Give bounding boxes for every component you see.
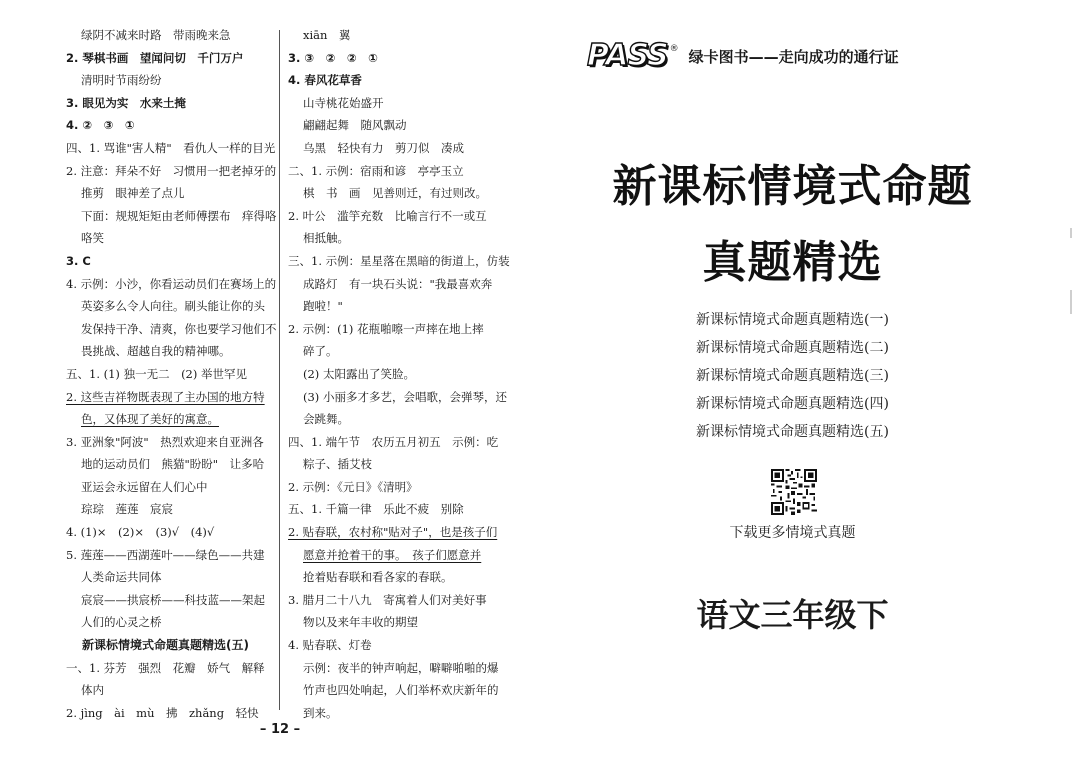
contents-item: 新课标情境式命题真题精选(二) (696, 340, 889, 356)
answer-line: 英姿多么令人向往。刷头能让你的头 (81, 299, 265, 314)
brand-header (587, 38, 899, 74)
answer-line: 3. 眼见为实 水来土掩 (66, 95, 186, 110)
underlined-text: 愿意并抢着干的事。 孩子们愿意并 (303, 547, 482, 562)
page-number: – 12 – (259, 722, 301, 737)
answer-line: 成路灯 有一块石头说："我最喜欢奔 (303, 276, 493, 291)
right-page-cover (540, 0, 1080, 763)
answer-line: 四、1. 骂谁"害人精" 看仇人一样的目光 (66, 140, 276, 155)
answer-line: 五、1. 千篇一律 乐此不疲 别除 (288, 502, 464, 517)
answer-line: 三、1. 示例：星星落在黑暗的街道上，仿装 (288, 253, 510, 268)
scan-edge-mark (1070, 290, 1072, 314)
answer-line: 4. ② ③ ① (66, 118, 135, 133)
answer-line: 棋 书 画 见善则迁，有过则改。 (303, 186, 487, 201)
answer-line: 4. 示例：小沙，你看运动员们在赛场上的 (66, 276, 277, 291)
answer-column-right (288, 24, 518, 724)
answer-line: 2. jìng ài mù 拂 zhǎng 轻快 (66, 705, 259, 720)
answer-line: 碎了。 (303, 344, 338, 359)
answer-line: 亚运会永远留在人们心中 (81, 479, 208, 494)
answer-line: 5. 莲莲——西湖莲叶——绿色——共建 (66, 547, 265, 562)
answer-line: (3) 小丽多才多艺，会唱歌，会弹琴，还 (303, 389, 507, 404)
answer-line: 2. 注意：拜朵不好 习惯用一把老掉牙的 (66, 163, 277, 178)
answer-line: 四、1. 端午节 农历五月初五 示例：吃 (288, 434, 499, 449)
brand-slogan: 绿卡图书——走向成功的通行证 (688, 47, 899, 66)
contents-list (540, 306, 1045, 446)
answer-line: 竹声也四处响起，人们举杯欢庆新年的 (303, 683, 499, 698)
answer-line: 二、1. 示例：宿雨和谚 亭亭玉立 (288, 163, 464, 178)
underlined-text: 2. 贴春联，农村称"贴对子"，也是孩子们 (288, 525, 498, 540)
answer-line: 畏挑战、超越自我的精神哪。 (81, 344, 231, 359)
registered-mark: ® (669, 44, 679, 54)
answer-line: 到来。 (303, 705, 338, 720)
answer-line: 五、1. (1) 独一无二 (2) 举世罕见 (66, 366, 248, 381)
answer-line: 乌黑 轻快有力 剪刀似 凑成 (303, 140, 464, 155)
answer-line: 人类命运共同体 (81, 570, 162, 585)
answer-line: 会跳舞。 (303, 412, 349, 427)
column-divider (279, 30, 280, 710)
answer-line: 宸宸——拱宸桥——科技蓝——架起 (81, 592, 265, 607)
answer-line: 2. 琴棋书画 望闻问切 千门万户 (66, 50, 244, 65)
answer-line: 3. C (66, 253, 91, 268)
answer-line: 地的运动员们 熊猫"盼盼" 让多哈 (81, 457, 265, 472)
answer-line: 示例：夜半的钟声响起，噼噼啪啪的爆 (303, 660, 499, 675)
answer-line: 人们的心灵之桥 (81, 615, 162, 630)
answer-line-underlined (66, 386, 276, 409)
answer-line: 绿阴不减来时路 带雨晚来急 (81, 28, 231, 42)
answer-line: 推剪 眼神差了点儿 (81, 186, 185, 201)
answer-line: 咯笑 (81, 231, 104, 246)
contents-item: 新课标情境式命题真题精选(一) (696, 312, 889, 328)
answer-line: 下面：规规矩矩由老师傅摆布 痒得咯 (81, 208, 277, 223)
answer-line: 山寺桃花始盛开 (303, 95, 384, 110)
contents-item: 新课标情境式命题真题精选(四) (696, 396, 889, 412)
answer-line: 3. ③ ② ② ① (288, 50, 378, 65)
cover-title-line2: 真题精选 (702, 237, 883, 288)
answer-line: 体内 (81, 683, 104, 698)
subject-grade-title: 语文三年级下 (696, 596, 889, 634)
answer-line: 4. 贴春联、灯卷 (288, 638, 372, 653)
answer-line-underlined (288, 544, 518, 567)
answer-line-underlined (66, 408, 276, 431)
qr-code-icon[interactable] (771, 469, 817, 515)
pass-logo: PASS (587, 38, 668, 73)
answer-line: 翩翩起舞 随风飘动 (303, 118, 407, 133)
contents-item: 新课标情境式命题真题精选(三) (696, 368, 889, 384)
cover-title-line1: 新课标情境式命题 (612, 161, 973, 212)
answer-column-left (66, 24, 276, 724)
scan-edge-mark (1070, 228, 1072, 238)
answer-line: 4. (1)× (2)× (3)√ (4)√ (66, 525, 215, 540)
answer-line-underlined (288, 521, 518, 544)
qr-caption: 下载更多情境式真题 (729, 525, 856, 541)
answer-line: 4. 春风花草香 (288, 73, 362, 88)
section-heading: 新课标情境式命题真题精选(五) (82, 638, 249, 653)
answer-line: 一、1. 芬芳 强烈 花瓣 娇气 解释 (66, 660, 265, 675)
underlined-text: 色，又体现了美好的寓意。 (81, 412, 219, 427)
answer-line: 清明时节雨纷纷 (81, 73, 162, 88)
answer-line: 3. 腊月二十八九 寄寓着人们对美好事 (288, 592, 487, 607)
answer-line: 2. 示例：《元日》《清明》 (288, 479, 418, 494)
answer-line: 2. 示例：(1) 花瓶啪嚓一声摔在地上摔 (288, 321, 484, 336)
underlined-text: 2. 这些吉祥物既表现了主办国的地方特 (66, 389, 265, 404)
answer-line: 3. 亚洲象"阿波" 热烈欢迎来自亚洲各 (66, 434, 264, 449)
answer-line: 跑啦！" (303, 299, 343, 314)
answer-line: 物以及来年丰收的期望 (303, 615, 418, 630)
answer-line: 琮琮 莲莲 宸宸 (81, 502, 173, 517)
answer-line: 相抵触。 (303, 231, 349, 246)
contents-item: 新课标情境式命题真题精选(五) (696, 424, 889, 440)
answer-line: 粽子、插艾枝 (303, 457, 372, 472)
answer-line: 2. 叶公 滥竽充数 比喻言行不一或互 (288, 208, 487, 223)
answer-line: (2) 太阳露出了笑脸。 (303, 366, 415, 381)
answer-line: xiān 翼 (303, 28, 351, 42)
answer-line: 发保持干净、清爽，你也要学习他们不 (81, 321, 277, 336)
answer-line: 抢着贴春联和看各家的春联。 (303, 570, 453, 585)
